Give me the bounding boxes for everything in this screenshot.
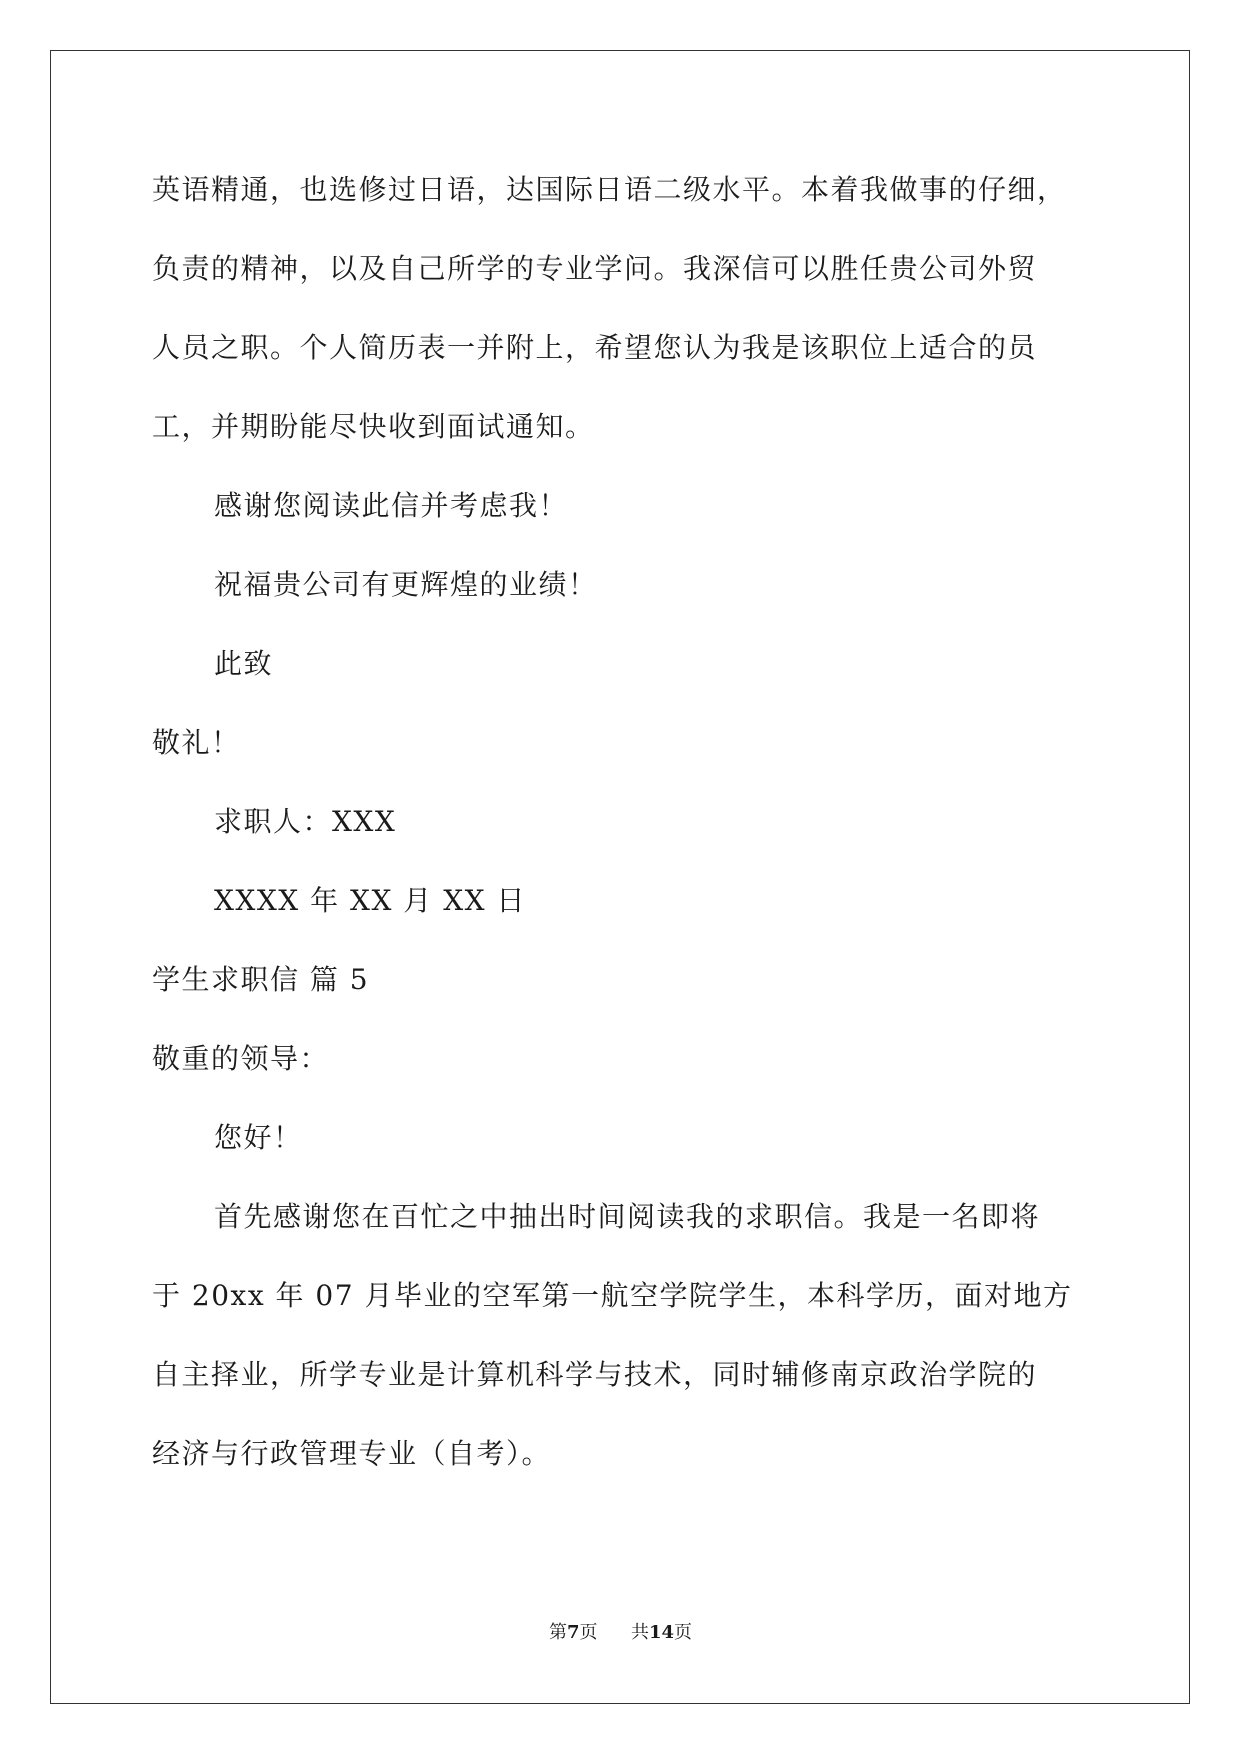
text-line: 工，并期盼能尽快收到面试通知。 — [152, 410, 595, 443]
total-pages-indicator — [631, 1618, 692, 1648]
text-line: 经济与行政管理专业（自考）。 — [152, 1437, 552, 1470]
text-line: 负责的精神，以及自己所学的专业学问。我深信可以胜任贵公司外贸 — [152, 252, 1038, 285]
greeting-hello: 您好！ — [214, 1121, 303, 1154]
page-prefix: 第 — [548, 1622, 567, 1643]
page-footer — [0, 1618, 1241, 1648]
document-body — [152, 165, 1092, 1508]
page-number: 7 — [566, 1622, 580, 1643]
applicant-name: 求职人：XXX — [214, 805, 397, 838]
text-line: 感谢您阅读此信并考虑我！ — [214, 489, 569, 522]
closing-regards: 敬礼！ — [152, 726, 241, 759]
page-indicator — [549, 1618, 598, 1648]
section-heading: 学生求职信 篇 5 — [152, 963, 370, 996]
page-suffix: 页 — [579, 1622, 598, 1643]
text-line: 于 20xx 年 07 月毕业的空军第一航空学院学生，本科学历，面对地方 — [152, 1279, 1073, 1312]
greeting: 敬重的领导： — [152, 1042, 330, 1075]
total-prefix: 共 — [630, 1622, 649, 1643]
text-line: 人员之职。个人简历表一并附上，希望您认为我是该职位上适合的员 — [152, 331, 1038, 364]
text-line: 自主择业，所学专业是计算机科学与技术，同时辅修南京政治学院的 — [152, 1358, 1038, 1391]
total-suffix: 页 — [674, 1622, 693, 1643]
total-pages: 14 — [648, 1622, 675, 1643]
letter-date: XXXX 年 XX 月 XX 日 — [214, 884, 526, 917]
text-line: 首先感谢您在百忙之中抽出时间阅读我的求职信。我是一名即将 — [214, 1200, 1041, 1233]
text-line: 英语精通，也选修过日语，达国际日语二级水平。本着我做事的仔细， — [152, 173, 1067, 206]
closing-salutation: 此致 — [214, 647, 274, 680]
text-line: 祝福贵公司有更辉煌的业绩！ — [214, 568, 598, 601]
